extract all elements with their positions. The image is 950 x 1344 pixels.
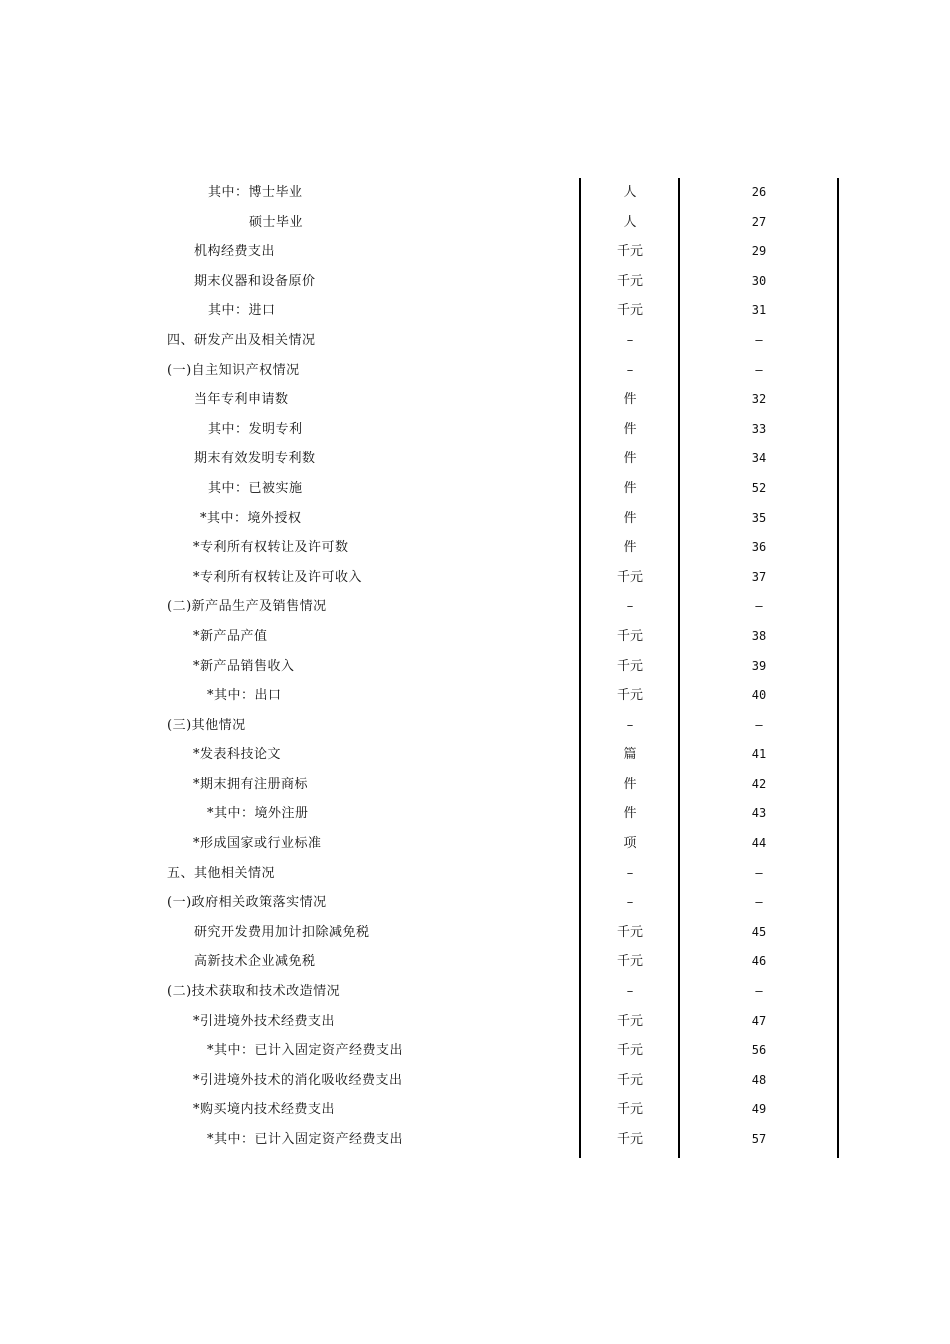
code-cell: 29 [751, 244, 767, 259]
indicator-name: *其中：出口 [207, 688, 282, 704]
table-row [0, 740, 950, 770]
code-cell: 36 [751, 540, 767, 555]
statistics-table [0, 178, 950, 1155]
indicator-name: 其中：博士毕业 [208, 185, 303, 200]
code-cell: 57 [751, 1132, 767, 1146]
table-row [0, 1007, 950, 1037]
table-row [0, 474, 950, 504]
unit-cell: – [626, 362, 634, 378]
table-row [0, 563, 950, 593]
table-row [0, 237, 950, 267]
table-row [0, 829, 950, 859]
indicator-name: *发表科技论文 [193, 747, 282, 763]
code-cell: – [755, 717, 763, 732]
indicator-name: *形成国家或行业标准 [193, 836, 322, 852]
unit-cell: 千元 [616, 1102, 643, 1118]
indicator-name: *期末拥有注册商标 [193, 776, 309, 792]
code-cell: 46 [751, 954, 767, 969]
code-cell: 33 [751, 421, 767, 436]
code-cell: 38 [751, 628, 767, 643]
code-cell: 43 [751, 806, 767, 821]
table-row [0, 444, 950, 474]
table-row [0, 622, 950, 652]
unit-cell: – [626, 717, 634, 733]
code-cell: 44 [751, 836, 767, 851]
indicator-name: (二)技术获取和技术改造情况 [167, 984, 341, 1000]
table-row [0, 799, 950, 829]
code-cell: 35 [751, 510, 767, 525]
table-row [0, 652, 950, 682]
table-row [0, 267, 950, 297]
unit-cell: 件 [623, 540, 637, 556]
table-row [0, 385, 950, 415]
table-row [0, 1066, 950, 1096]
unit-cell: 千元 [616, 303, 643, 319]
table-row [0, 1125, 950, 1155]
code-cell: 39 [751, 658, 767, 673]
code-cell: 34 [751, 451, 767, 466]
code-cell: 49 [751, 1102, 767, 1117]
unit-cell: 千元 [616, 1132, 643, 1147]
unit-cell: – [626, 599, 634, 615]
unit-cell: 千元 [616, 1013, 643, 1029]
unit-cell: 件 [623, 510, 637, 526]
code-cell: 26 [751, 185, 767, 199]
code-cell: 30 [751, 273, 767, 288]
code-cell: 56 [751, 1043, 767, 1058]
unit-cell: 千元 [616, 628, 643, 644]
unit-cell: 件 [623, 451, 637, 467]
unit-cell: 人 [623, 185, 637, 200]
code-cell: 40 [751, 688, 767, 703]
indicator-name: *其中：境外注册 [207, 806, 309, 822]
unit-cell: 千元 [616, 954, 643, 970]
indicator-name: *其中：已计入固定资产经费支出 [207, 1132, 404, 1147]
indicator-name: *引进境外技术的消化吸收经费支出 [193, 1072, 403, 1088]
unit-cell: 千元 [616, 273, 643, 289]
table-row [0, 178, 950, 208]
indicator-name: 其中：已被实施 [208, 480, 303, 496]
code-cell: – [755, 599, 763, 614]
indicator-name: 当年专利申请数 [194, 392, 289, 408]
table-row [0, 770, 950, 800]
table-row [0, 415, 950, 445]
code-cell: 48 [751, 1072, 767, 1087]
unit-cell: 千元 [616, 924, 643, 940]
indicator-name: 期末仪器和设备原价 [194, 273, 316, 289]
unit-cell: – [626, 984, 634, 1000]
indicator-name: 其中：进口 [208, 303, 276, 319]
code-cell: 37 [751, 569, 767, 584]
unit-cell: 件 [623, 480, 637, 496]
unit-cell: – [626, 865, 634, 881]
table-row [0, 296, 950, 326]
code-cell: 52 [751, 480, 767, 495]
unit-cell: 件 [623, 392, 637, 408]
code-cell: 41 [751, 747, 767, 762]
indicator-name: 四、研发产出及相关情况 [167, 332, 316, 348]
indicator-name: *新产品产值 [193, 628, 268, 644]
code-cell: – [755, 984, 763, 999]
code-cell: – [755, 362, 763, 377]
table-row [0, 356, 950, 386]
indicator-name: *专利所有权转让及许可数 [193, 540, 349, 556]
unit-cell: 千元 [616, 569, 643, 585]
code-cell: 45 [751, 924, 767, 939]
table-row [0, 859, 950, 889]
code-cell: – [755, 865, 763, 880]
code-cell: 47 [751, 1013, 767, 1028]
table-row [0, 918, 950, 948]
table-row [0, 504, 950, 534]
table-row [0, 208, 950, 238]
code-cell: 32 [751, 392, 767, 407]
table-row [0, 681, 950, 711]
table-row [0, 977, 950, 1007]
indicator-name: 硕士毕业 [249, 214, 304, 230]
unit-cell: 项 [623, 836, 637, 852]
indicator-name: *专利所有权转让及许可收入 [193, 569, 363, 585]
indicator-name: *新产品销售收入 [193, 658, 295, 674]
unit-cell: 千元 [616, 244, 643, 260]
indicator-name: 高新技术企业减免税 [194, 954, 316, 970]
unit-cell: 件 [623, 776, 637, 792]
indicator-name: (一)自主知识产权情况 [167, 362, 300, 378]
indicator-name: (一)政府相关政策落实情况 [167, 895, 327, 911]
unit-cell: 件 [623, 421, 637, 437]
unit-cell: – [626, 895, 634, 911]
unit-cell: 篇 [623, 747, 637, 763]
indicator-name: *购买境内技术经费支出 [193, 1102, 336, 1118]
table-row [0, 1036, 950, 1066]
indicator-name: (三)其他情况 [167, 717, 246, 733]
code-cell: – [755, 332, 763, 347]
code-cell: 31 [751, 303, 767, 318]
indicator-name: 期末有效发明专利数 [194, 451, 316, 467]
unit-cell: 千元 [616, 1072, 643, 1088]
unit-cell: 千元 [616, 658, 643, 674]
code-cell: 42 [751, 776, 767, 791]
indicator-name: 其中：发明专利 [208, 421, 303, 437]
indicator-name: 五、其他相关情况 [167, 865, 276, 881]
unit-cell: 千元 [616, 1043, 643, 1059]
indicator-name: *引进境外技术经费支出 [193, 1013, 336, 1029]
table-row [0, 888, 950, 918]
unit-cell: 人 [623, 214, 637, 230]
code-cell: 27 [751, 214, 767, 229]
indicator-name: 机构经费支出 [194, 244, 276, 260]
table-row [0, 533, 950, 563]
unit-cell: 千元 [616, 688, 643, 704]
code-cell: – [755, 895, 763, 910]
table-row [0, 711, 950, 741]
table-row [0, 592, 950, 622]
table-row [0, 947, 950, 977]
table-row [0, 326, 950, 356]
indicator-name: 研究开发费用加计扣除减免税 [194, 924, 370, 940]
unit-cell: – [626, 332, 634, 348]
indicator-name: *其中：已计入固定资产经费支出 [207, 1043, 404, 1059]
unit-cell: 件 [623, 806, 637, 822]
table-row [0, 1095, 950, 1125]
indicator-name: *其中：境外授权 [200, 510, 302, 526]
indicator-name: (二)新产品生产及销售情况 [167, 599, 327, 615]
